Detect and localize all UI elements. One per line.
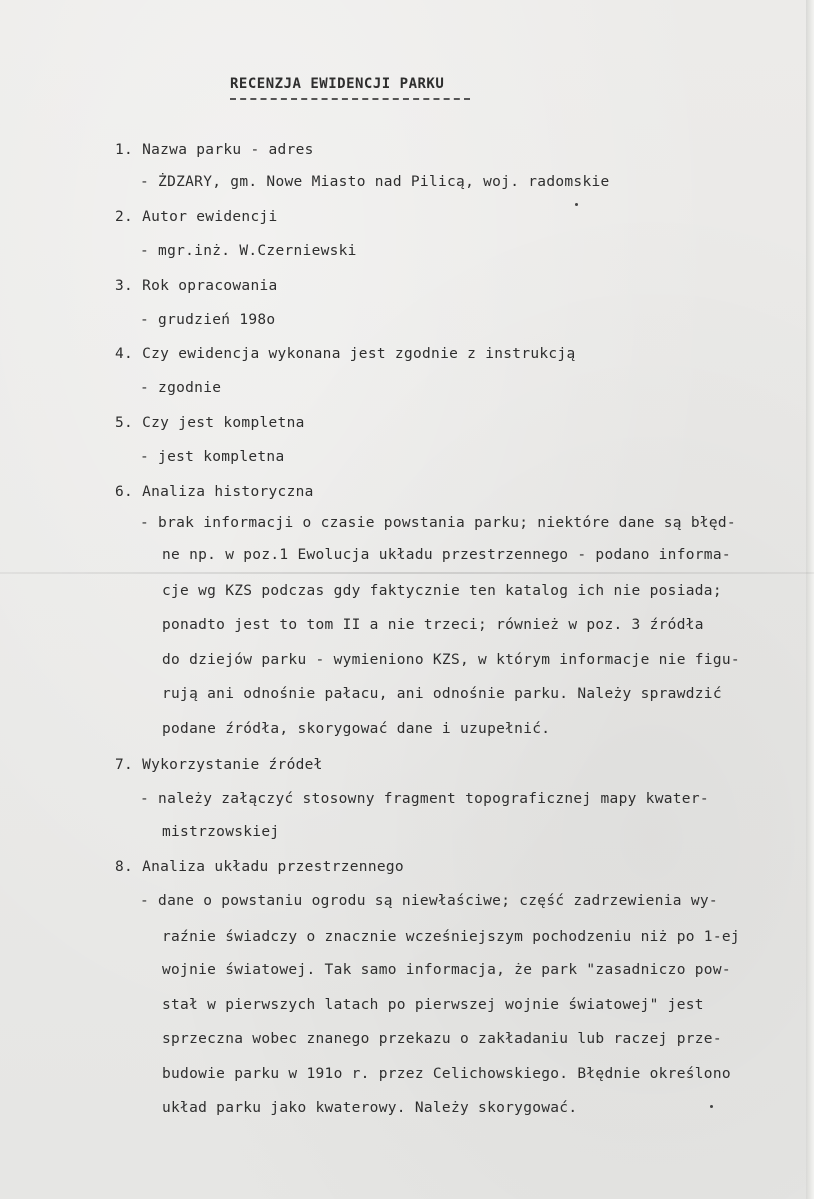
item-4-line: - zgodnie [140,380,222,396]
document-title: RECENZJA EWIDENCJI PARKU [230,76,445,92]
ink-speck [575,203,578,206]
item-2-line: - mgr.inż. W.Czerniewski [140,243,357,259]
item-8-line: stał w pierwszych latach po pierwszej wojnie światowej" jest [162,997,704,1013]
item-7-line: - należy załączyć stosowny fragment topograficznej mapy kwater- [140,791,709,807]
item-6-line: do dziejów parku - wymieniono KZS, w którym informacje nie figu- [162,652,740,668]
item-8-line: raźnie świadczy o znacznie wcześniejszym pochodzeniu niż po 1-ej [162,929,740,945]
item-6-line: ne np. w poz.1 Ewolucja układu przestrzennego - podano informa- [162,547,731,563]
item-2-heading: 2. Autor ewidencji [115,209,278,225]
item-6-line: cje wg KZS podczas gdy faktycznie ten katalog ich nie posiada; [162,583,722,599]
item-4-heading: 4. Czy ewidencja wykonana jest zgodnie z instrukcją [115,346,576,362]
item-8-line: budowie parku w 191o r. przez Celichowskiego. Błędnie określono [162,1066,731,1082]
item-8-line: sprzeczna wobec znanego przekazu o zakładaniu lub raczej prze- [162,1031,722,1047]
item-6-line: - brak informacji o czasie powstania parku; niektóre dane są błęd- [140,515,736,531]
item-5-line: - jest kompletna [140,449,285,465]
item-1-line: - ŻDZARY, gm. Nowe Miasto nad Pilicą, woj. radomskie [140,174,610,190]
paper-edge [806,0,814,1199]
item-6-line: podane źródła, skorygować dane i uzupełnić. [162,721,551,737]
item-6-heading: 6. Analiza historyczna [115,484,314,500]
item-8-heading: 8. Analiza układu przestrzennego [115,859,404,875]
item-6-line: rują ani odnośnie pałacu, ani odnośnie parku. Należy sprawdzić [162,686,722,702]
item-7-heading: 7. Wykorzystanie źródeł [115,757,323,773]
item-8-line: - dane o powstaniu ogrodu są niewłaściwe; część zadrzewienia wy- [140,893,718,909]
item-8-line: wojnie światowej. Tak samo informacja, że park "zasadniczo pow- [162,962,731,978]
item-5-heading: 5. Czy jest kompletna [115,415,305,431]
item-3-heading: 3. Rok opracowania [115,278,278,294]
item-8-line: układ parku jako kwaterowy. Należy skorygować. [162,1100,578,1116]
item-1-heading: 1. Nazwa parku - adres [115,142,314,158]
ink-speck [710,1105,713,1108]
item-7-line: mistrzowskiej [162,824,280,840]
paper-fold [0,572,814,574]
title-underline [230,98,470,100]
item-6-line: ponadto jest to tom II a nie trzeci; również w poz. 3 źródła [162,617,704,633]
item-3-line: - grudzień 198o [140,312,276,328]
